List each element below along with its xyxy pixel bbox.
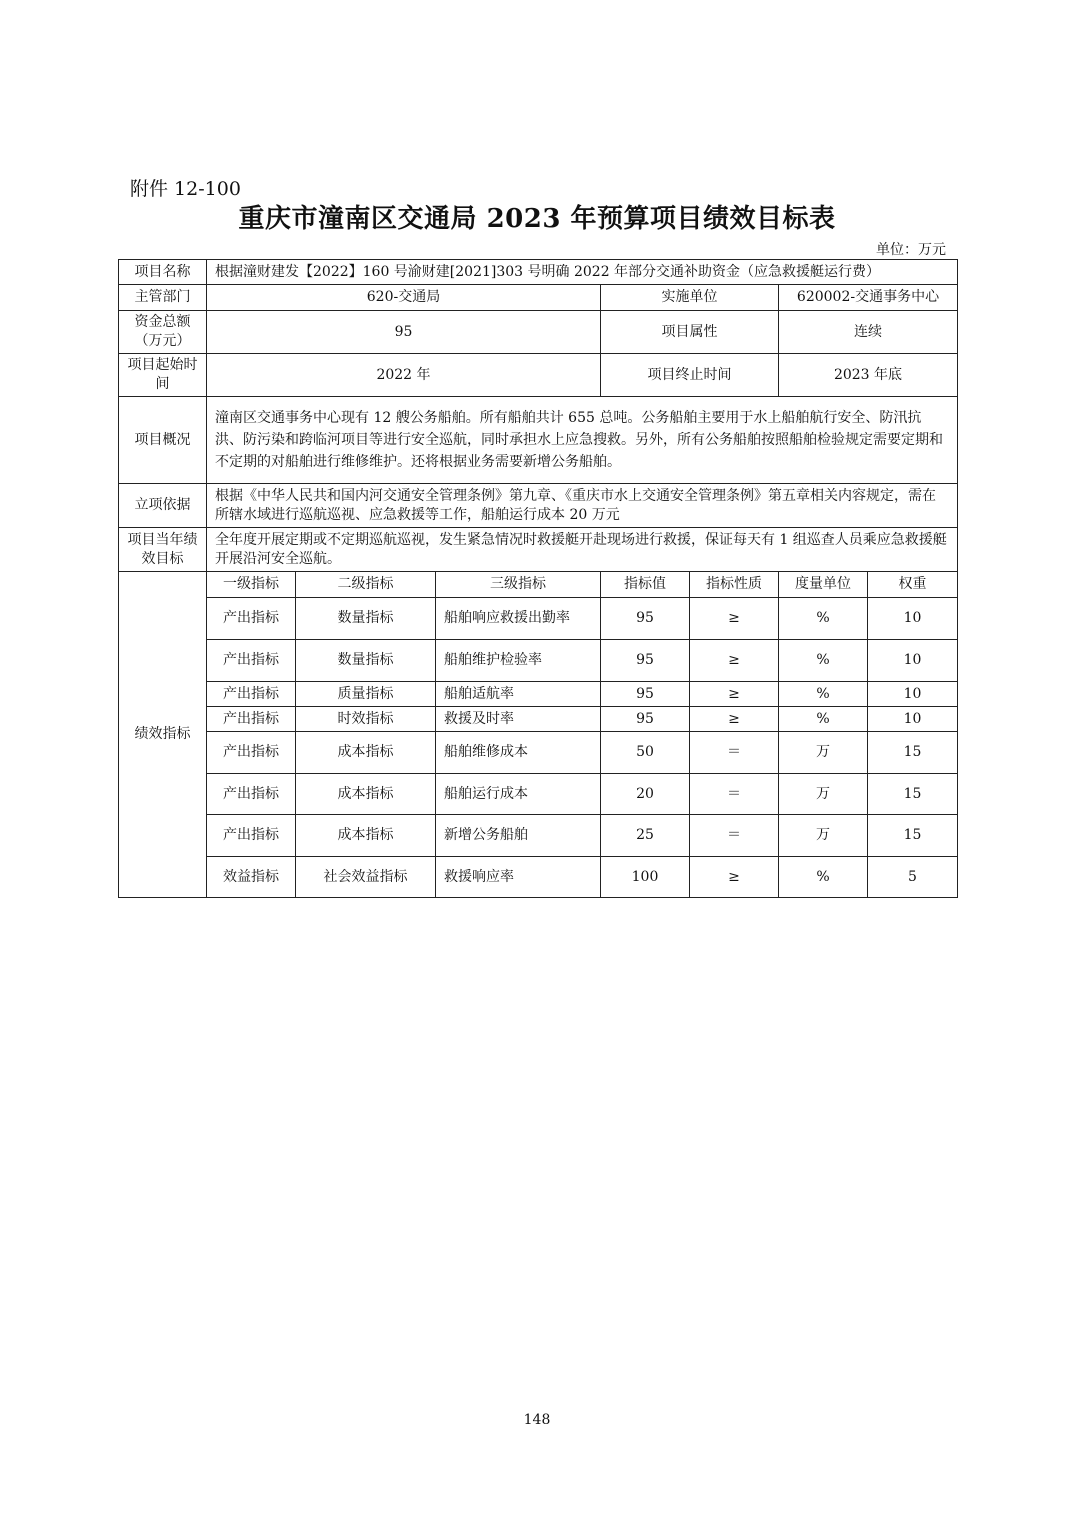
fund-total-value: 95	[207, 311, 601, 354]
end-time-value: 2023 年底	[779, 354, 958, 397]
page-number: 148	[523, 1412, 551, 1428]
level1-cell: 产出指标	[207, 732, 296, 774]
level3-cell: 船舶适航率	[436, 682, 601, 707]
indicator-row	[119, 598, 958, 640]
value-cell: 25	[601, 815, 690, 857]
weight-cell: 5	[868, 857, 958, 898]
level2-cell: 数量指标	[296, 640, 436, 682]
unit-cell: 万	[779, 815, 868, 857]
level2-cell: 成本指标	[296, 815, 436, 857]
goal-row	[119, 528, 958, 572]
unit-cell: %	[779, 682, 868, 707]
level3-cell: 救援及时率	[436, 707, 601, 732]
indicator-header-row	[119, 572, 958, 598]
value-cell: 95	[601, 707, 690, 732]
unit-cell: %	[779, 707, 868, 732]
project-attribute-label: 项目属性	[601, 311, 779, 354]
overview-row	[119, 397, 958, 484]
level2-cell: 数量指标	[296, 598, 436, 640]
indicator-row	[119, 640, 958, 682]
level1-cell: 产出指标	[207, 774, 296, 815]
header-nature: 指标性质	[690, 572, 779, 598]
fund-row	[119, 311, 958, 354]
header-unit: 度量单位	[779, 572, 868, 598]
department-row	[119, 285, 958, 311]
weight-cell: 15	[868, 774, 958, 815]
indicator-row	[119, 682, 958, 707]
value-cell: 95	[601, 682, 690, 707]
fund-total-label: 资金总额（万元）	[119, 311, 207, 354]
weight-cell: 10	[868, 707, 958, 732]
basis-row	[119, 484, 958, 528]
goal-value: 全年度开展定期或不定期巡航巡视，发生紧急情况时救援艇开赴现场进行救援，保证每天有 1 组巡查人员乘应急救援艇开展沿河安全巡航。	[207, 528, 958, 572]
level1-cell: 产出指标	[207, 707, 296, 732]
header-value: 指标值	[601, 572, 690, 598]
nature-cell: ≥	[690, 598, 779, 640]
indicator-row	[119, 774, 958, 815]
nature-cell: ＝	[690, 732, 779, 774]
department-value: 620-交通局	[207, 285, 601, 311]
goal-label: 项目当年绩效目标	[119, 528, 207, 572]
unit-cell: 万	[779, 732, 868, 774]
overview-value: 潼南区交通事务中心现有 12 艘公务船舶。所有船舶共计 655 总吨。公务船舶主要用于水上船舶航行安全、防汛抗洪、防污染和跨临河项目等进行安全巡航，同时承担水上应急搜救。另外，所有公务船舶按照船舶检验规定需要定期和不定期的对船舶进行维修维护。还将根据业务需要新增公务船舶。	[207, 397, 958, 484]
indicators-section-label: 绩效指标	[119, 572, 207, 898]
value-cell: 100	[601, 857, 690, 898]
weight-cell: 10	[868, 598, 958, 640]
overview-label: 项目概况	[119, 397, 207, 484]
level3-cell: 救援响应率	[436, 857, 601, 898]
project-name-label: 项目名称	[119, 260, 207, 285]
unit-cell: %	[779, 640, 868, 682]
level3-cell: 船舶响应救援出勤率	[436, 598, 601, 640]
indicator-row	[119, 732, 958, 774]
level2-cell: 成本指标	[296, 774, 436, 815]
nature-cell: ≥	[690, 682, 779, 707]
implementing-unit-value: 620002-交通事务中心	[779, 285, 958, 311]
level3-cell: 船舶运行成本	[436, 774, 601, 815]
value-cell: 95	[601, 640, 690, 682]
basis-label: 立项依据	[119, 484, 207, 528]
indicator-row	[119, 707, 958, 732]
weight-cell: 10	[868, 682, 958, 707]
value-cell: 95	[601, 598, 690, 640]
value-cell: 20	[601, 774, 690, 815]
value-cell: 50	[601, 732, 690, 774]
level2-cell: 社会效益指标	[296, 857, 436, 898]
nature-cell: ≥	[690, 857, 779, 898]
weight-cell: 15	[868, 815, 958, 857]
level1-cell: 产出指标	[207, 682, 296, 707]
unit-cell: 万	[779, 774, 868, 815]
header-level1: 一级指标	[207, 572, 296, 598]
header-weight: 权重	[868, 572, 958, 598]
attachment-number: 附件 12-100	[130, 178, 241, 200]
basis-value: 根据《中华人民共和国内河交通安全管理条例》第九章、《重庆市水上交通安全管理条例》第五章相关内容规定，需在所辖水域进行巡航巡视、应急救援等工作，船舶运行成本 20 万元	[207, 484, 958, 528]
level2-cell: 成本指标	[296, 732, 436, 774]
start-time-label: 项目起始时间	[119, 354, 207, 397]
level1-cell: 效益指标	[207, 857, 296, 898]
header-level2: 二级指标	[296, 572, 436, 598]
nature-cell: ≥	[690, 707, 779, 732]
document-title: 重庆市潼南区交通局 2023 年预算项目绩效目标表	[238, 204, 836, 234]
period-row	[119, 354, 958, 397]
level1-cell: 产出指标	[207, 640, 296, 682]
project-name-row	[119, 260, 958, 285]
weight-cell: 15	[868, 732, 958, 774]
nature-cell: ＝	[690, 815, 779, 857]
department-label: 主管部门	[119, 285, 207, 311]
performance-target-table	[118, 259, 958, 898]
nature-cell: ＝	[690, 774, 779, 815]
nature-cell: ≥	[690, 640, 779, 682]
level2-cell: 时效指标	[296, 707, 436, 732]
level3-cell: 船舶维修成本	[436, 732, 601, 774]
end-time-label: 项目终止时间	[601, 354, 779, 397]
level3-cell: 新增公务船舶	[436, 815, 601, 857]
level1-cell: 产出指标	[207, 598, 296, 640]
unit-label: 单位：万元	[876, 242, 946, 258]
project-name-value: 根据潼财建发【2022】160 号渝财建[2021]303 号明确 2022 年部分交通补助资金（应急救援艇运行费）	[207, 260, 958, 285]
implementing-unit-label: 实施单位	[601, 285, 779, 311]
header-level3: 三级指标	[436, 572, 601, 598]
weight-cell: 10	[868, 640, 958, 682]
project-attribute-value: 连续	[779, 311, 958, 354]
indicator-row	[119, 857, 958, 898]
indicator-row	[119, 815, 958, 857]
start-time-value: 2022 年	[207, 354, 601, 397]
unit-cell: %	[779, 598, 868, 640]
level1-cell: 产出指标	[207, 815, 296, 857]
level2-cell: 质量指标	[296, 682, 436, 707]
level3-cell: 船舶维护检验率	[436, 640, 601, 682]
unit-cell: %	[779, 857, 868, 898]
